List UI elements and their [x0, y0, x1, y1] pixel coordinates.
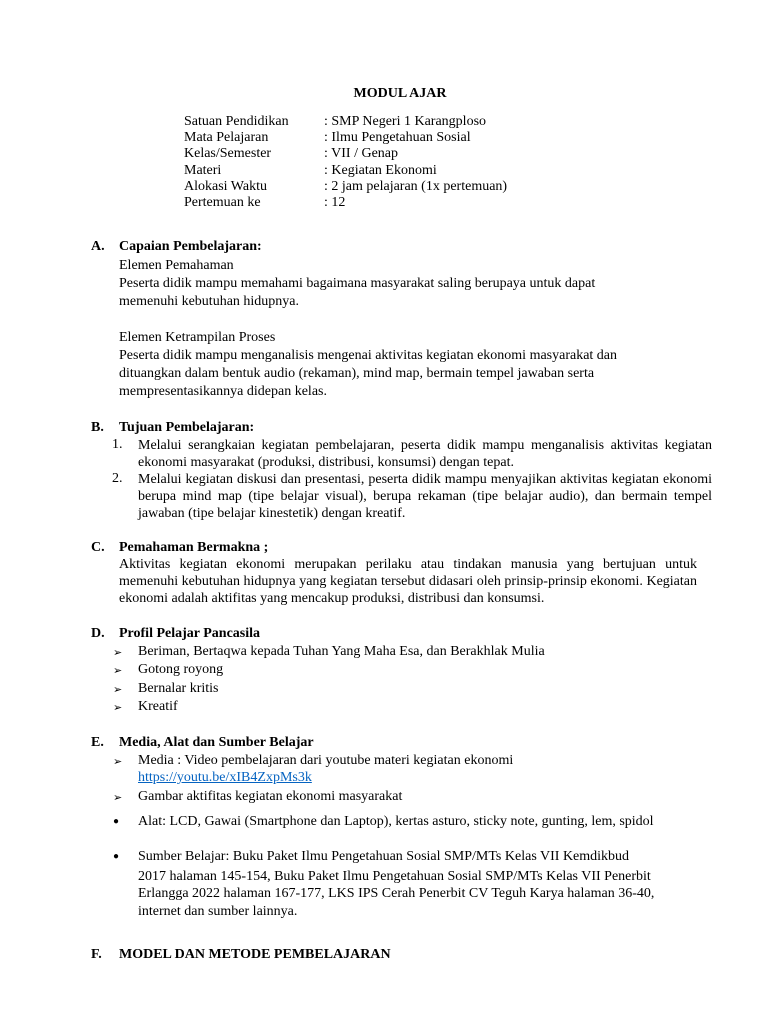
identity-value: : 2 jam pelajaran (1x pertemuan): [324, 178, 508, 194]
section-d-heading: Profil Pelajar Pancasila: [119, 626, 261, 641]
source-item-line: Sumber Belajar: Buku Paket Ilmu Pengetahuan Sosial SMP/MTs Kelas VII Kemdikbud: [138, 849, 630, 864]
section-c-paragraph: Aktivitas kegiatan ekonomi merupakan perilaku atau tindakan manusia yang bertujuan untuk memenuhi kebutuhan hidupnya yang kegiatan tersebut didasari oleh prinsip-prinsip ekonomi. Kegiatan ekonomi adalah aktifitas yang mencakup produksi, distribusi dan konsumsi.: [119, 557, 697, 606]
bullet-icon: ➢: [113, 702, 123, 714]
identity-row: [184, 179, 507, 195]
tools-item: Alat: LCD, Gawai (Smartphone dan Laptop), kertas asturo, sticky note, gunting, lem, spidol: [138, 814, 654, 829]
bullet-icon: ●: [113, 851, 120, 862]
bullet-icon: ➢: [113, 647, 123, 659]
section-f-letter: F.: [91, 947, 102, 962]
section-a-paragraph-1-line: memenuhi kebutuhan hidupnya.: [119, 294, 300, 309]
media-item: Media : Video pembelajaran dari youtube materi kegiatan ekonomi: [138, 753, 514, 768]
section-a-subheading-1: Elemen Pemahaman: [119, 258, 234, 273]
identity-row: [184, 146, 507, 162]
identity-row: [184, 195, 507, 211]
section-a-paragraph-2-line: dituangkan dalam bentuk audio (rekaman), mind map, bermain tempel jawaban serta: [119, 366, 595, 381]
source-item-line: Erlangga 2022 halaman 167-177, LKS IPS Cerah Penerbit CV Teguh Karya halaman 36-40,: [138, 886, 655, 901]
objective-number: 1.: [112, 437, 123, 452]
objective-number: 2.: [112, 471, 123, 486]
document-title: MODUL AJAR: [353, 86, 447, 101]
identity-key: Satuan Pendidikan: [184, 114, 289, 129]
bullet-icon: ➢: [113, 665, 123, 677]
identity-key: Pertemuan ke: [184, 195, 261, 211]
profile-item: Kreatif: [138, 699, 178, 714]
identity-key: Mata Pelajaran: [184, 130, 269, 146]
section-a-paragraph-2-line: Peserta didik mampu menganalisis mengenai aktivitas kegiatan ekonomi masyarakat dan: [119, 348, 618, 363]
bullet-icon: ➢: [113, 792, 123, 804]
identity-key: Alokasi Waktu: [184, 178, 267, 194]
identity-key: Materi: [184, 162, 222, 178]
bullet-icon: ●: [113, 816, 120, 827]
section-a-paragraph-1-line: Peserta didik mampu memahami bagaimana masyarakat saling berupaya untuk dapat: [119, 276, 596, 291]
identity-key: Kelas/Semester: [184, 146, 272, 162]
section-a-subheading-2: Elemen Ketrampilan Proses: [119, 330, 276, 345]
identity-value: : VII / Genap: [324, 146, 398, 162]
media-item: Gambar aktifitas kegiatan ekonomi masyarakat: [138, 789, 403, 804]
section-b-letter: B.: [91, 420, 104, 435]
identity-value: : 12: [324, 195, 346, 211]
section-f-heading: MODEL DAN METODE PEMBELAJARAN: [119, 947, 391, 962]
identity-value: : SMP Negeri 1 Karangploso: [324, 114, 487, 129]
identity-row: [184, 130, 507, 146]
section-e-heading: Media, Alat dan Sumber Belajar: [119, 735, 314, 750]
section-a-paragraph-2-line: mempresentasikannya didepan kelas.: [119, 384, 327, 399]
profile-item: Gotong royong: [138, 662, 224, 677]
source-item-line: internet dan sumber lainnya.: [138, 904, 298, 919]
section-c-heading: Pemahaman Bermakna ;: [119, 540, 269, 555]
objective-text: Melalui serangkaian kegiatan pembelajaran, peserta didik mampu menganalisis aktivitas kegiatan ekonomi masyarakat (produksi, distribusi, konsumsi) dengan tepat.: [138, 438, 712, 470]
identity-row: [184, 114, 507, 130]
youtube-link[interactable]: https://youtu.be/xIB4ZxpMs3k: [138, 770, 312, 785]
identity-table: [184, 114, 507, 211]
bullet-icon: ➢: [113, 684, 123, 696]
identity-value: : Kegiatan Ekonomi: [324, 162, 437, 178]
profile-item: Bernalar kritis: [138, 681, 219, 696]
identity-value: : Ilmu Pengetahuan Sosial: [324, 130, 471, 146]
identity-row: [184, 163, 507, 179]
section-b-heading: Tujuan Pembelajaran:: [119, 420, 255, 435]
profile-item: Beriman, Bertaqwa kepada Tuhan Yang Maha Esa, dan Berakhlak Mulia: [138, 644, 545, 659]
bullet-icon: ➢: [113, 756, 123, 768]
section-a-heading: Capaian Pembelajaran:: [119, 239, 262, 254]
section-c-letter: C.: [91, 540, 105, 555]
source-item-line: 2017 halaman 145-154, Buku Paket Ilmu Pengetahuan Sosial SMP/MTs Kelas VII Penerbit: [138, 869, 651, 884]
section-a-letter: A.: [91, 239, 105, 254]
section-e-letter: E.: [91, 735, 104, 750]
objective-text: Melalui kegiatan diskusi dan presentasi, peserta didik mampu menyajikan aktivitas kegiatan ekonomi berupa mind map (tipe belajar visual), berupa rekaman (tipe belajar audio), dan bermain tempel jawaban (tipe belajar kinestetik) dengan kreatif.: [138, 472, 712, 521]
section-d-letter: D.: [91, 626, 105, 641]
